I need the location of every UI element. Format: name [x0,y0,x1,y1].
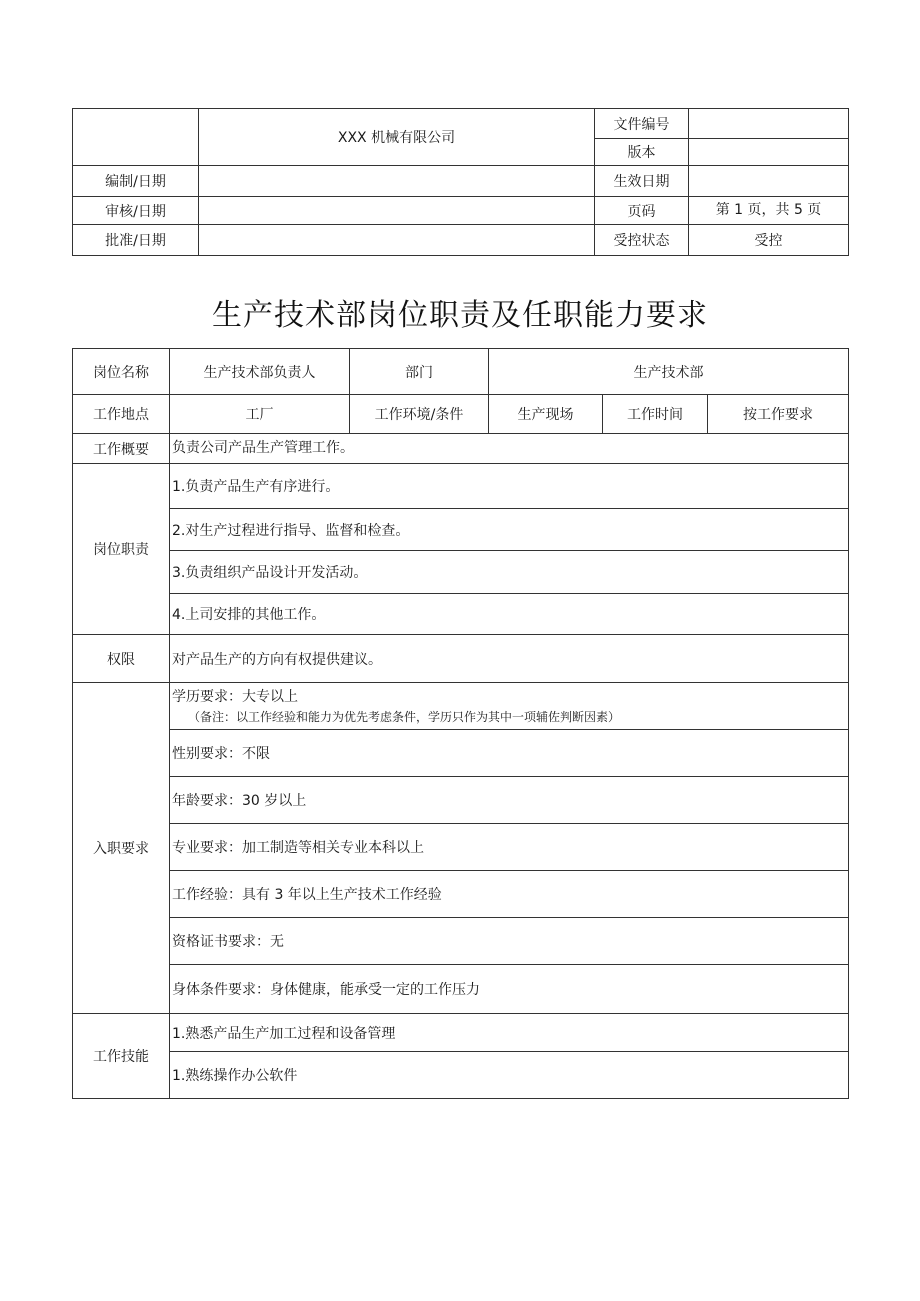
skills-label: 工作技能 [73,1014,170,1099]
duty-item: 1.负责产品生产有序进行。 [170,464,849,509]
duty-item: 3.负责组织产品设计开发活动。 [170,551,849,594]
health-requirement: 身体条件要求：身体健康，能承受一定的工作压力 [170,965,849,1014]
work-time-label: 工作时间 [603,395,708,434]
work-time-value: 按工作要求 [708,395,849,434]
logo-cell [73,109,199,166]
reviewed-value [199,197,595,225]
work-location-value: 工厂 [170,395,350,434]
experience-requirement: 工作经验：具有 3 年以上生产技术工作经验 [170,871,849,918]
gender-requirement: 性别要求：不限 [170,730,849,777]
version-value [689,139,849,166]
page-value: 第 1 页，共 5 页 [689,197,849,225]
page-label: 页码 [595,197,689,225]
version-label: 版本 [595,139,689,166]
doc-number-value [689,109,849,139]
approved-value [199,225,595,256]
position-name-label: 岗位名称 [73,349,170,395]
job-description-table [72,348,849,1099]
work-environment-label: 工作环境/条件 [350,395,489,434]
department-label: 部门 [350,349,489,395]
position-name-value: 生产技术部负责人 [170,349,350,395]
skill-item: 1.熟练操作办公软件 [170,1052,849,1099]
age-requirement: 年龄要求：30 岁以上 [170,777,849,824]
work-location-label: 工作地点 [73,395,170,434]
summary-value: 负责公司产品生产管理工作。 [170,434,849,464]
company-name: XXX 机械有限公司 [199,109,595,166]
duty-item: 2.对生产过程进行指导、监督和检查。 [170,509,849,551]
authority-value: 对产品生产的方向有权提供建议。 [170,635,849,683]
effective-date-value [689,166,849,197]
work-environment-value: 生产现场 [489,395,603,434]
education-text: 学历要求：大专以上 [172,689,298,705]
control-status-label: 受控状态 [595,225,689,256]
document-control-table [72,108,849,256]
requirements-label: 入职要求 [73,683,170,1014]
prepared-value [199,166,595,197]
certificate-requirement: 资格证书要求：无 [170,918,849,965]
page-title: 生产技术部岗位职责及任职能力要求 [212,298,708,333]
authority-label: 权限 [73,635,170,683]
prepared-label: 编制/日期 [73,166,199,197]
summary-label: 工作概要 [73,434,170,464]
education-requirement [170,683,849,730]
major-requirement: 专业要求：加工制造等相关专业本科以上 [170,824,849,871]
duty-item: 4.上司安排的其他工作。 [170,594,849,635]
control-status-value: 受控 [689,225,849,256]
department-value: 生产技术部 [489,349,849,395]
skill-item: 1.熟悉产品生产加工过程和设备管理 [170,1014,849,1052]
education-note: （备注：以工作经验和能力为优先考虑条件，学历只作为其中一项辅佐判断因素） [188,710,621,724]
effective-date-label: 生效日期 [595,166,689,197]
reviewed-label: 审核/日期 [73,197,199,225]
duties-label: 岗位职责 [73,464,170,635]
doc-number-label: 文件编号 [595,109,689,139]
approved-label: 批准/日期 [73,225,199,256]
